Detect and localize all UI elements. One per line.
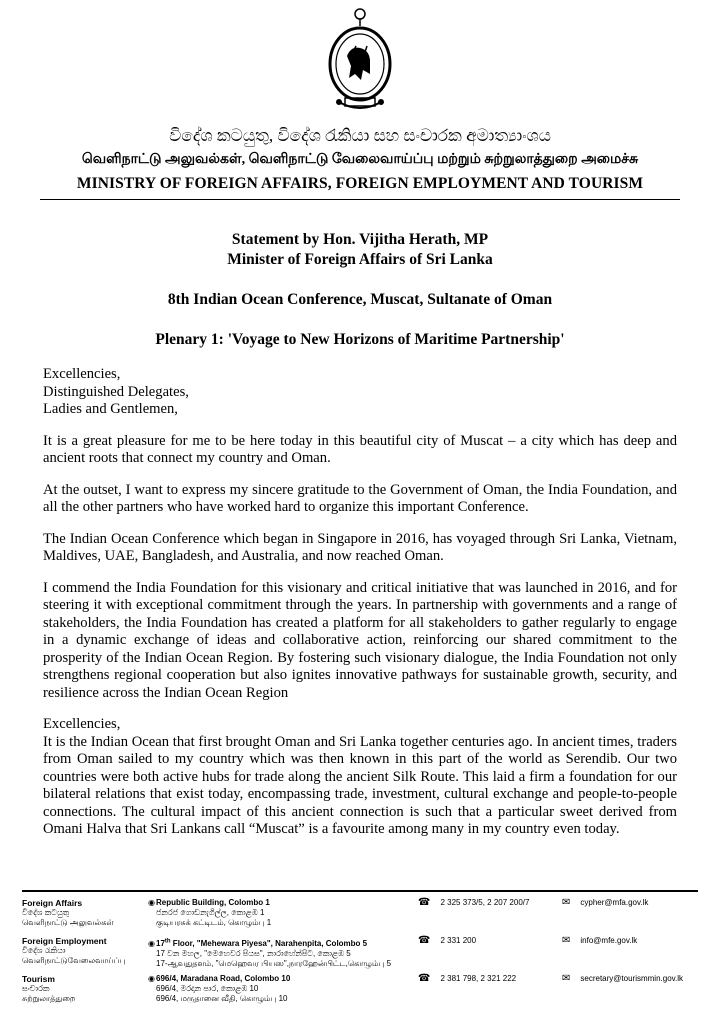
- department-name: Tourism: [22, 974, 55, 984]
- ministry-name-tamil: வெளிநாட்டு அலுவல்கள், வெளிநாட்டு வேலைவாய்ப்பு மற்றும் சுற்றுலாத்துறை அமைச்சு: [81, 152, 639, 167]
- address-tamil: 17-ஆவதுதளம், "மெஹெவர பியஸ",நாரஹேன்பிட்ட,கொழும்பு 5: [156, 958, 392, 968]
- footer-divider: [22, 890, 698, 892]
- address-tamil: குடியரசுக் கட்டிடம், கொழும்பு 1: [156, 918, 272, 927]
- telephone-icon: ☎: [418, 973, 431, 984]
- footer-row-foreign-affairs: [0, 898, 720, 938]
- phone-number: 2 325 373/5, 2 207 200/7: [440, 898, 530, 907]
- footer-row-tourism: [0, 974, 720, 1014]
- email-address[interactable]: secretary@tourismmin.gov.lk: [580, 974, 684, 983]
- location-pin-icon: ◉: [148, 974, 155, 983]
- telephone-icon: ☎: [418, 897, 431, 908]
- email-address[interactable]: cypher@mfa.gov.lk: [580, 898, 649, 907]
- footer: [0, 898, 720, 1018]
- address-tamil: 696/4, மருதானை வீதி, கொழும்பு 10: [156, 994, 288, 1003]
- plenary-title: Plenary 1: 'Voyage to New Horizons of Maritime Partnership': [155, 331, 565, 348]
- salutation-line: Distinguished Delegates,: [43, 383, 189, 400]
- address: [148, 898, 271, 928]
- paragraph-heading: Excellencies,: [43, 716, 121, 732]
- statement-body: [43, 366, 677, 839]
- conference-name: 8th Indian Ocean Conference, Muscat, Sultanate of Oman: [167, 291, 553, 308]
- salutation-line: Excellencies,: [43, 366, 121, 382]
- department-name-tamil: வெளிநாட்டு அலுவல்கள்: [22, 918, 114, 927]
- statement-speaker: Statement by Hon. Vijitha Herath, MP: [231, 231, 489, 248]
- sri-lanka-emblem: [325, 6, 395, 118]
- address-english: 17th Floor, "Mehewara Piyesa", Narahenpita, Colombo 5: [156, 938, 368, 948]
- department-name-tamil: வெளிநாட்டுவேலைவாய்ப்பு: [22, 956, 126, 965]
- phone: [418, 936, 476, 946]
- department-name-tamil: சுற்றுலாத்துறை: [22, 994, 76, 1003]
- department: [22, 936, 126, 966]
- department-name: Foreign Affairs: [22, 898, 83, 908]
- paragraph: It is a great pleasure for me to be here today in this beautiful city of Muscat – a city which has deep and ancient roots that connect my country and Oman.: [43, 432, 677, 466]
- ministry-name-sinhala: විදේශ කටයුතු, විදේශ රැකියා සහ සංචාරක අමාත්‍යාංශය: [169, 126, 551, 145]
- envelope-icon: ✉: [562, 973, 571, 984]
- paragraph: I commend the India Foundation for this visionary and critical initiative that was launched in 2016, and for steering it with exceptional commitment through the years. In partnership with governments and a range of stakeholders, the India Foundation has created a platform for all stakeholders to gather regularly to engage in a dynamic exchange of ideas and collaborative action, reinforcing our shared commitment to the prosperity of the Indian Ocean Region. By fostering such visionary dialogue, the India Foundation not only strengthens regional cooperation but also ignites innovative pathways for sustainable growth, security, and resilience across the Indian Ocean Region: [43, 579, 677, 701]
- location-pin-icon: ◉: [148, 938, 155, 948]
- envelope-icon: ✉: [562, 935, 571, 946]
- ministry-name-english: MINISTRY OF FOREIGN AFFAIRS, FOREIGN EMPLOYMENT AND TOURISM: [76, 175, 644, 192]
- address-sinhala: ජනරජ ගොඩනැගිල්ල, කොළඹ 1: [156, 908, 265, 917]
- address-sinhala: 696/4, මරදාන පාර, කොළඹ 10: [156, 984, 259, 993]
- email: [562, 974, 683, 984]
- envelope-icon: ✉: [562, 897, 571, 908]
- salutation-line: Ladies and Gentlemen,: [43, 401, 178, 417]
- phone-number: 2 331 200: [440, 936, 477, 945]
- address: [148, 974, 290, 1004]
- department-name-sinhala: විදේශ රැකියා: [22, 946, 66, 955]
- email: [562, 898, 648, 908]
- header-divider: [40, 199, 680, 200]
- statement-titles: [40, 230, 680, 350]
- paragraph: At the outset, I want to express my sincere gratitude to the Government of Oman, the India Foundation, and all the other partners who have worked hard to organize this important Conference.: [43, 481, 677, 515]
- address-english: Republic Building, Colombo 1: [156, 898, 270, 907]
- address: [148, 936, 391, 969]
- telephone-icon: ☎: [418, 935, 431, 946]
- email: [562, 936, 637, 946]
- footer-row-foreign-employment: [0, 936, 720, 976]
- speaker-title: Minister of Foreign Affairs of Sri Lanka: [227, 251, 493, 268]
- department: [22, 898, 114, 928]
- address-sinhala: 17 වන මහල, "මෙහෙවර පියස", නාරාහේන්පිට, කොළඹ 5: [156, 948, 351, 958]
- address-english: 696/4, Maradana Road, Colombo 10: [156, 974, 291, 983]
- salutation: [43, 366, 677, 419]
- department-name-sinhala: සංචාරක: [22, 984, 50, 993]
- department: [22, 974, 75, 1004]
- paragraph-text: It is the Indian Ocean that first brought Oman and Sri Lanka together centuries ago. In ancient times, traders from Oman sailed to my country which was then known in this part of the world as Serendib. Our two countries were both active hubs for trade along the ancient Silk Route. This laid a firm a foundation for our bilateral relations that exist today, encompassing trade, investment, cultural exchange and people-to-people connections. The cultural impact of this ancient connection is such that a particular sweet derived from Omani Halva that Sri Lankans call “Muscat” is a favourite among many in my country even today.: [43, 733, 677, 837]
- paragraph: The Indian Ocean Conference which began in Singapore in 2016, has voyaged through Sri Lanka, Vietnam, Maldives, UAE, Bangladesh, and Australia, and now reached Oman.: [43, 530, 677, 564]
- phone: [418, 974, 516, 984]
- location-pin-icon: ◉: [148, 898, 155, 907]
- department-name-sinhala: විදේශ කටයුතු: [22, 908, 70, 917]
- paragraph: [43, 716, 677, 839]
- phone: [418, 898, 529, 908]
- phone-number: 2 381 798, 2 321 222: [440, 974, 517, 983]
- department-name: Foreign Employment: [22, 936, 107, 946]
- email-address[interactable]: info@mfe.gov.lk: [580, 936, 638, 945]
